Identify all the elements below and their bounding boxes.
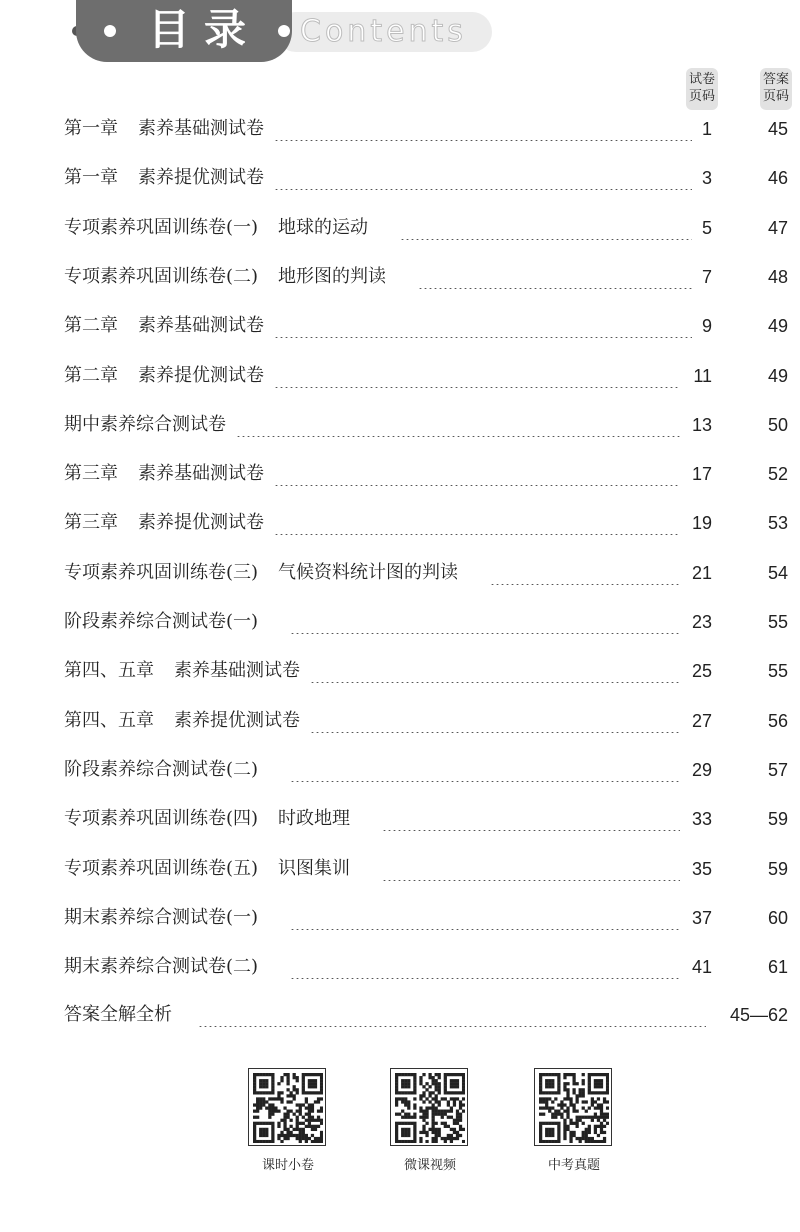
toc-chapter: 专项素养巩固训练卷(五) — [64, 858, 259, 879]
banner-pill — [82, 0, 292, 62]
qr-block-1[interactable] — [248, 1068, 328, 1173]
toc-chapter: 第四、五章 — [64, 710, 154, 731]
toc-title: 素养基础测试卷 — [138, 315, 264, 336]
leader-dots — [274, 117, 692, 141]
answer-page-number: 46 — [767, 168, 788, 188]
qr-label: 微课视频 — [403, 1158, 456, 1173]
test-page-number: 21 — [691, 563, 712, 583]
leader-dots — [382, 857, 680, 881]
leader-dots — [236, 413, 680, 437]
toc-chapter: 第三章 — [64, 512, 118, 533]
answer-page-number: 54 — [767, 563, 788, 583]
answer-page-number: 52 — [767, 464, 788, 484]
toc-label — [64, 857, 350, 881]
answer-page-number: 55 — [767, 612, 788, 632]
toc-chapter: 第四、五章 — [64, 660, 154, 681]
toc-title: 素养基础测试卷 — [138, 463, 264, 484]
leader-dots — [310, 659, 680, 683]
test-page-number: 35 — [691, 859, 712, 879]
toc-title: 识图集训 — [278, 858, 351, 879]
answer-row-pages: 45—62 — [729, 1005, 788, 1025]
answer-page-number: 59 — [767, 859, 788, 879]
answer-page-number: 45 — [767, 119, 788, 139]
toc-label — [64, 265, 386, 289]
toc-title: 时政地理 — [278, 808, 351, 829]
test-page-number: 5 — [701, 218, 712, 238]
leader-dots — [274, 314, 692, 338]
toc-label — [64, 511, 264, 535]
toc-label — [64, 117, 264, 141]
toc-title: 素养提优测试卷 — [138, 365, 264, 386]
answer-page-number: 53 — [767, 513, 788, 533]
toc-chapter: 专项素养巩固训练卷(四) — [64, 808, 259, 829]
leader-dots — [290, 906, 680, 930]
qr-code-icon[interactable] — [534, 1068, 612, 1146]
toc-label — [64, 610, 258, 634]
toc-chapter: 阶段素养综合测试卷(二) — [64, 759, 259, 780]
leader-dots — [418, 265, 692, 289]
toc-label — [64, 561, 458, 585]
leader-dots — [274, 462, 680, 486]
answer-page-number: 59 — [767, 809, 788, 829]
toc-chapter: 阶段素养综合测试卷(一) — [64, 611, 259, 632]
toc-chapter: 第一章 — [64, 167, 118, 188]
toc-title: 素养基础测试卷 — [138, 118, 264, 139]
answer-page-number: 50 — [767, 415, 788, 435]
leader-dots — [274, 364, 680, 388]
column-header-test-page — [686, 68, 718, 110]
toc-chapter: 专项素养巩固训练卷(二) — [64, 266, 259, 287]
column-header-answer-label: 答案页码 — [762, 72, 789, 104]
test-page-number: 33 — [691, 809, 712, 829]
qr-code-icon[interactable] — [248, 1068, 326, 1146]
test-page-number: 17 — [691, 464, 712, 484]
test-page-number: 9 — [701, 316, 712, 336]
toc-chapter: 第一章 — [64, 118, 118, 139]
test-page-number: 19 — [691, 513, 712, 533]
toc-title: 气候资料统计图的判读 — [278, 562, 459, 583]
test-page-number: 23 — [691, 612, 712, 632]
answer-page-number: 47 — [767, 218, 788, 238]
test-page-number: 13 — [691, 415, 712, 435]
answer-page-number: 49 — [767, 366, 788, 386]
toc-label — [64, 462, 264, 486]
answer-page-number: 57 — [767, 760, 788, 780]
test-page-number: 1 — [701, 119, 712, 139]
toc-label — [64, 413, 226, 437]
toc-title: 素养提优测试卷 — [174, 710, 300, 731]
toc-chapter: 期末素养综合测试卷(二) — [64, 956, 259, 977]
leader-dots — [290, 610, 680, 634]
toc-chapter: 专项素养巩固训练卷(一) — [64, 217, 259, 238]
toc-title: 素养提优测试卷 — [138, 167, 264, 188]
toc-label — [64, 364, 264, 388]
test-page-number: 41 — [691, 957, 712, 977]
leader-dots — [290, 758, 680, 782]
toc-label — [64, 216, 368, 240]
toc-title: 素养基础测试卷 — [174, 660, 300, 681]
qr-label: 中考真题 — [547, 1158, 600, 1173]
leader-dots — [274, 511, 680, 535]
answer-page-number: 49 — [767, 316, 788, 336]
answer-page-number: 55 — [767, 661, 788, 681]
answer-page-number: 56 — [767, 711, 788, 731]
toc-label — [64, 314, 264, 338]
toc-chapter: 专项素养巩固训练卷(三) — [64, 562, 259, 583]
column-header-answer-page — [760, 68, 792, 110]
test-page-number: 11 — [693, 366, 712, 386]
toc-chapter: 第二章 — [64, 315, 118, 336]
test-page-number: 3 — [701, 168, 712, 188]
answer-row-label: 答案全解全析 — [64, 1004, 172, 1025]
qr-code-icon[interactable] — [390, 1068, 468, 1146]
test-page-number: 7 — [701, 267, 712, 287]
toc-chapter: 期末素养综合测试卷(一) — [64, 907, 259, 928]
page-title: 目录 — [147, 5, 260, 54]
toc-chapter: 期中素养综合测试卷 — [64, 414, 226, 435]
qr-label: 课时小卷 — [261, 1158, 314, 1173]
toc-title: 素养提优测试卷 — [138, 512, 264, 533]
answer-page-number: 60 — [767, 908, 788, 928]
header-banner — [72, 0, 492, 62]
test-page-number: 27 — [691, 711, 712, 731]
test-page-number: 29 — [691, 760, 712, 780]
qr-block-3[interactable] — [534, 1068, 614, 1173]
toc-label — [64, 807, 350, 831]
toc-label — [64, 758, 258, 782]
leader-dots — [382, 807, 680, 831]
qr-block-2[interactable] — [390, 1068, 470, 1173]
toc-label — [64, 906, 258, 930]
leader-dots — [290, 955, 680, 979]
toc-chapter: 第三章 — [64, 463, 118, 484]
page-subtitle: Contents — [300, 14, 467, 49]
toc-chapter: 第二章 — [64, 365, 118, 386]
answer-page-number: 61 — [767, 957, 788, 977]
toc-title: 地球的运动 — [278, 217, 369, 238]
toc-label — [64, 659, 300, 683]
toc-label — [64, 166, 264, 190]
pill-dot-right — [278, 25, 290, 37]
test-page-number: 37 — [691, 908, 712, 928]
leader-dots — [198, 1003, 706, 1027]
leader-dots — [274, 166, 692, 190]
toc-title: 地形图的判读 — [278, 266, 387, 287]
leader-dots — [400, 216, 692, 240]
toc-label — [64, 709, 300, 733]
answer-page-number: 48 — [767, 267, 788, 287]
column-header-test-label: 试卷页码 — [688, 72, 715, 104]
leader-dots — [310, 709, 680, 733]
pill-dot-left — [104, 25, 116, 37]
leader-dots — [490, 561, 680, 585]
toc-label — [64, 955, 258, 979]
test-page-number: 25 — [691, 661, 712, 681]
